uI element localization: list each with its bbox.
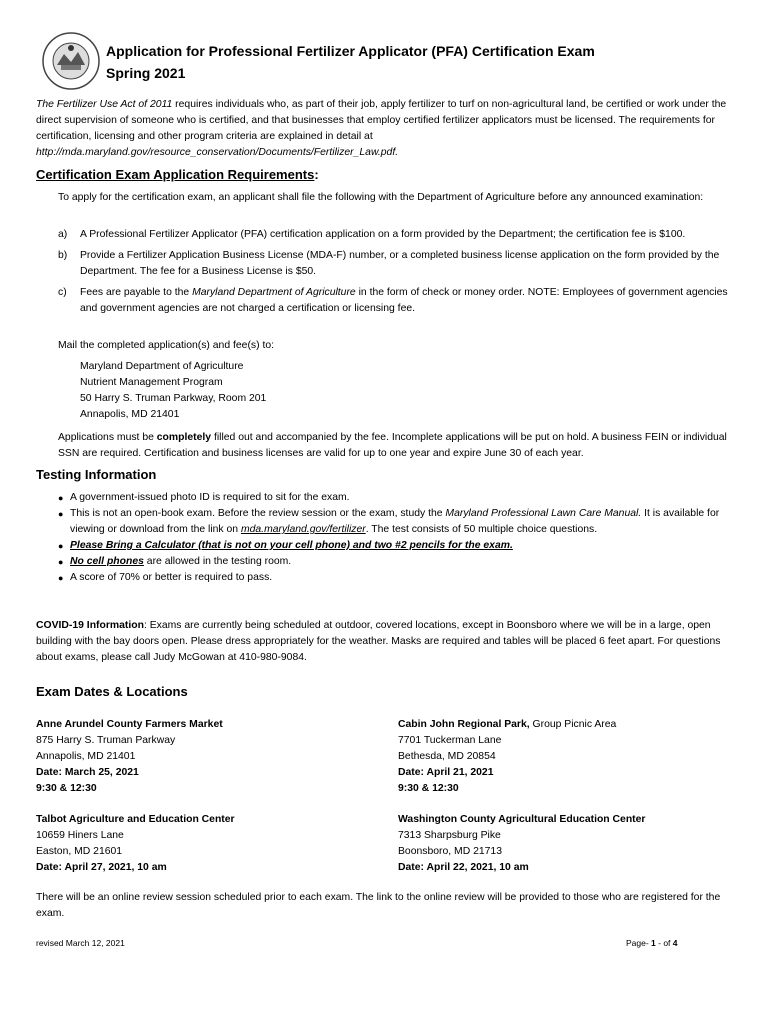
maryland-agriculture-seal-logo (42, 32, 100, 90)
law-url-link[interactable]: http://mda.maryland.gov/resource_conservation/Documents/Fertilizer_Law.pdf. (36, 147, 399, 158)
act-name: The Fertilizer Use Act of 2011 (36, 99, 173, 110)
bullet-icon: ● (58, 493, 64, 503)
exam-location-cabin-john: Cabin John Regional Park, Group Picnic Area 7701 Tuckerman Lane Bethesda, MD 20854 Date: April 21, 2021 9:30 & 12:30 (398, 719, 617, 794)
list-item: c) Fees are payable to the Maryland Department of Agriculture in the form of check or money order. NOTE: Employees of government agencies and government agencies are not charged a certification or licensing fee. (58, 287, 728, 314)
requirements-heading: Certification Exam Application Requirements: (36, 167, 319, 182)
bullet-icon: ● (58, 573, 64, 583)
list-item: a) A Professional Fertilizer Applicator (PFA) certification application on a form provided by the Department; the certification fee is $100. (58, 229, 686, 240)
bullet-icon: ● (58, 509, 64, 519)
list-item: ● Please Bring a Calculator (that is not on your cell phone) and two #2 pencils for the exam. (58, 538, 738, 554)
page-title (106, 40, 595, 84)
testing-heading: Testing Information (36, 467, 157, 482)
mail-label: Mail the completed application(s) and fee(s) to: (58, 340, 275, 351)
list-item: b) Provide a Fertilizer Application Business License (MDA-F) number, or a completed business license application on the form provided by the Department. The fee for a Business License is $50. (58, 250, 720, 277)
testing-list (58, 490, 738, 586)
covid-info: COVID-19 Information: Exams are currently being scheduled at outdoor, covered locations, except in Boonsboro where we will be in a large, open building with the bay doors open. Please dress appropriately for the weather. Masks are required and tables will be placed 6 feet apart. For questions about exams, please call Judy McGowan at 410-980-9084. (36, 620, 721, 663)
list-item: ● A score of 70% or better is required to pass. (58, 570, 738, 586)
title-line-2: Spring 2021 (106, 65, 186, 81)
mailing-address: Maryland Department of Agriculture Nutrient Management Program 50 Harry S. Truman Parkway, Room 201 Annapolis, MD 21401 (80, 361, 267, 420)
exam-dates-heading: Exam Dates & Locations (36, 684, 188, 699)
list-item: ● A government-issued photo ID is required to sit for the exam. (58, 490, 738, 506)
revised-date: revised March 12, 2021 (36, 938, 125, 948)
intro-paragraph (36, 97, 736, 161)
bullet-icon: ● (58, 557, 64, 567)
list-item: ● This is not an open-book exam. Before the review session or the exam, study the Maryland Professional Lawn Care Manual. It is available for viewing or download from the link on mda.maryland.gov/fertilizer. The test consists of 50 multiple choice questions. (58, 506, 738, 538)
exam-location-anne-arundel: Anne Arundel County Farmers Market 875 Harry S. Truman Parkway Annapolis, MD 21401 Date: March 25, 2021 9:30 & 12:30 (36, 719, 223, 794)
fertilizer-link[interactable]: mda.maryland.gov/fertilizer (240, 524, 366, 535)
list-item: ● No cell phones are allowed in the testing room. (58, 554, 738, 570)
bullet-icon: ● (58, 541, 64, 551)
exam-location-talbot: Talbot Agriculture and Education Center 10659 Hiners Lane Easton, MD 21601 Date: April 27, 2021, 10 am (36, 814, 235, 873)
requirements-lead: To apply for the certification exam, an applicant shall file the following with the Department of Agriculture before any announced examination: (58, 192, 704, 203)
online-review-note: There will be an online review session scheduled prior to each exam. The link to the online review will be provided to those who are registered for the exam. (36, 892, 721, 919)
page-number: Page- 1 - of 4 (626, 938, 678, 948)
requirements-list (58, 227, 738, 322)
applications-note: Applications must be completely filled out and accompanied by the fee. Incomplete applications will be put on hold. A business FEIN or individual SSN are required. Certification and business licenses are valid for up to one year and expire June 30 of each year. (58, 432, 727, 459)
title-line-1: Application for Professional Fertilizer Applicator (PFA) Certification Exam (106, 43, 595, 59)
exam-location-washington-county: Washington County Agricultural Education Center 7313 Sharpsburg Pike Boonsboro, MD 21713 Date: April 22, 2021, 10 am (398, 814, 646, 873)
intro-text: requires individuals who, as part of their job, apply fertilizer to turf on non-agricultural land, be certified or work under the direct supervision of someone who is certified, and that businesses that employ certified fertilizer applicators must be licensed. The requirements for certification, licensing and other program criteria are explained in detail at (36, 99, 727, 142)
